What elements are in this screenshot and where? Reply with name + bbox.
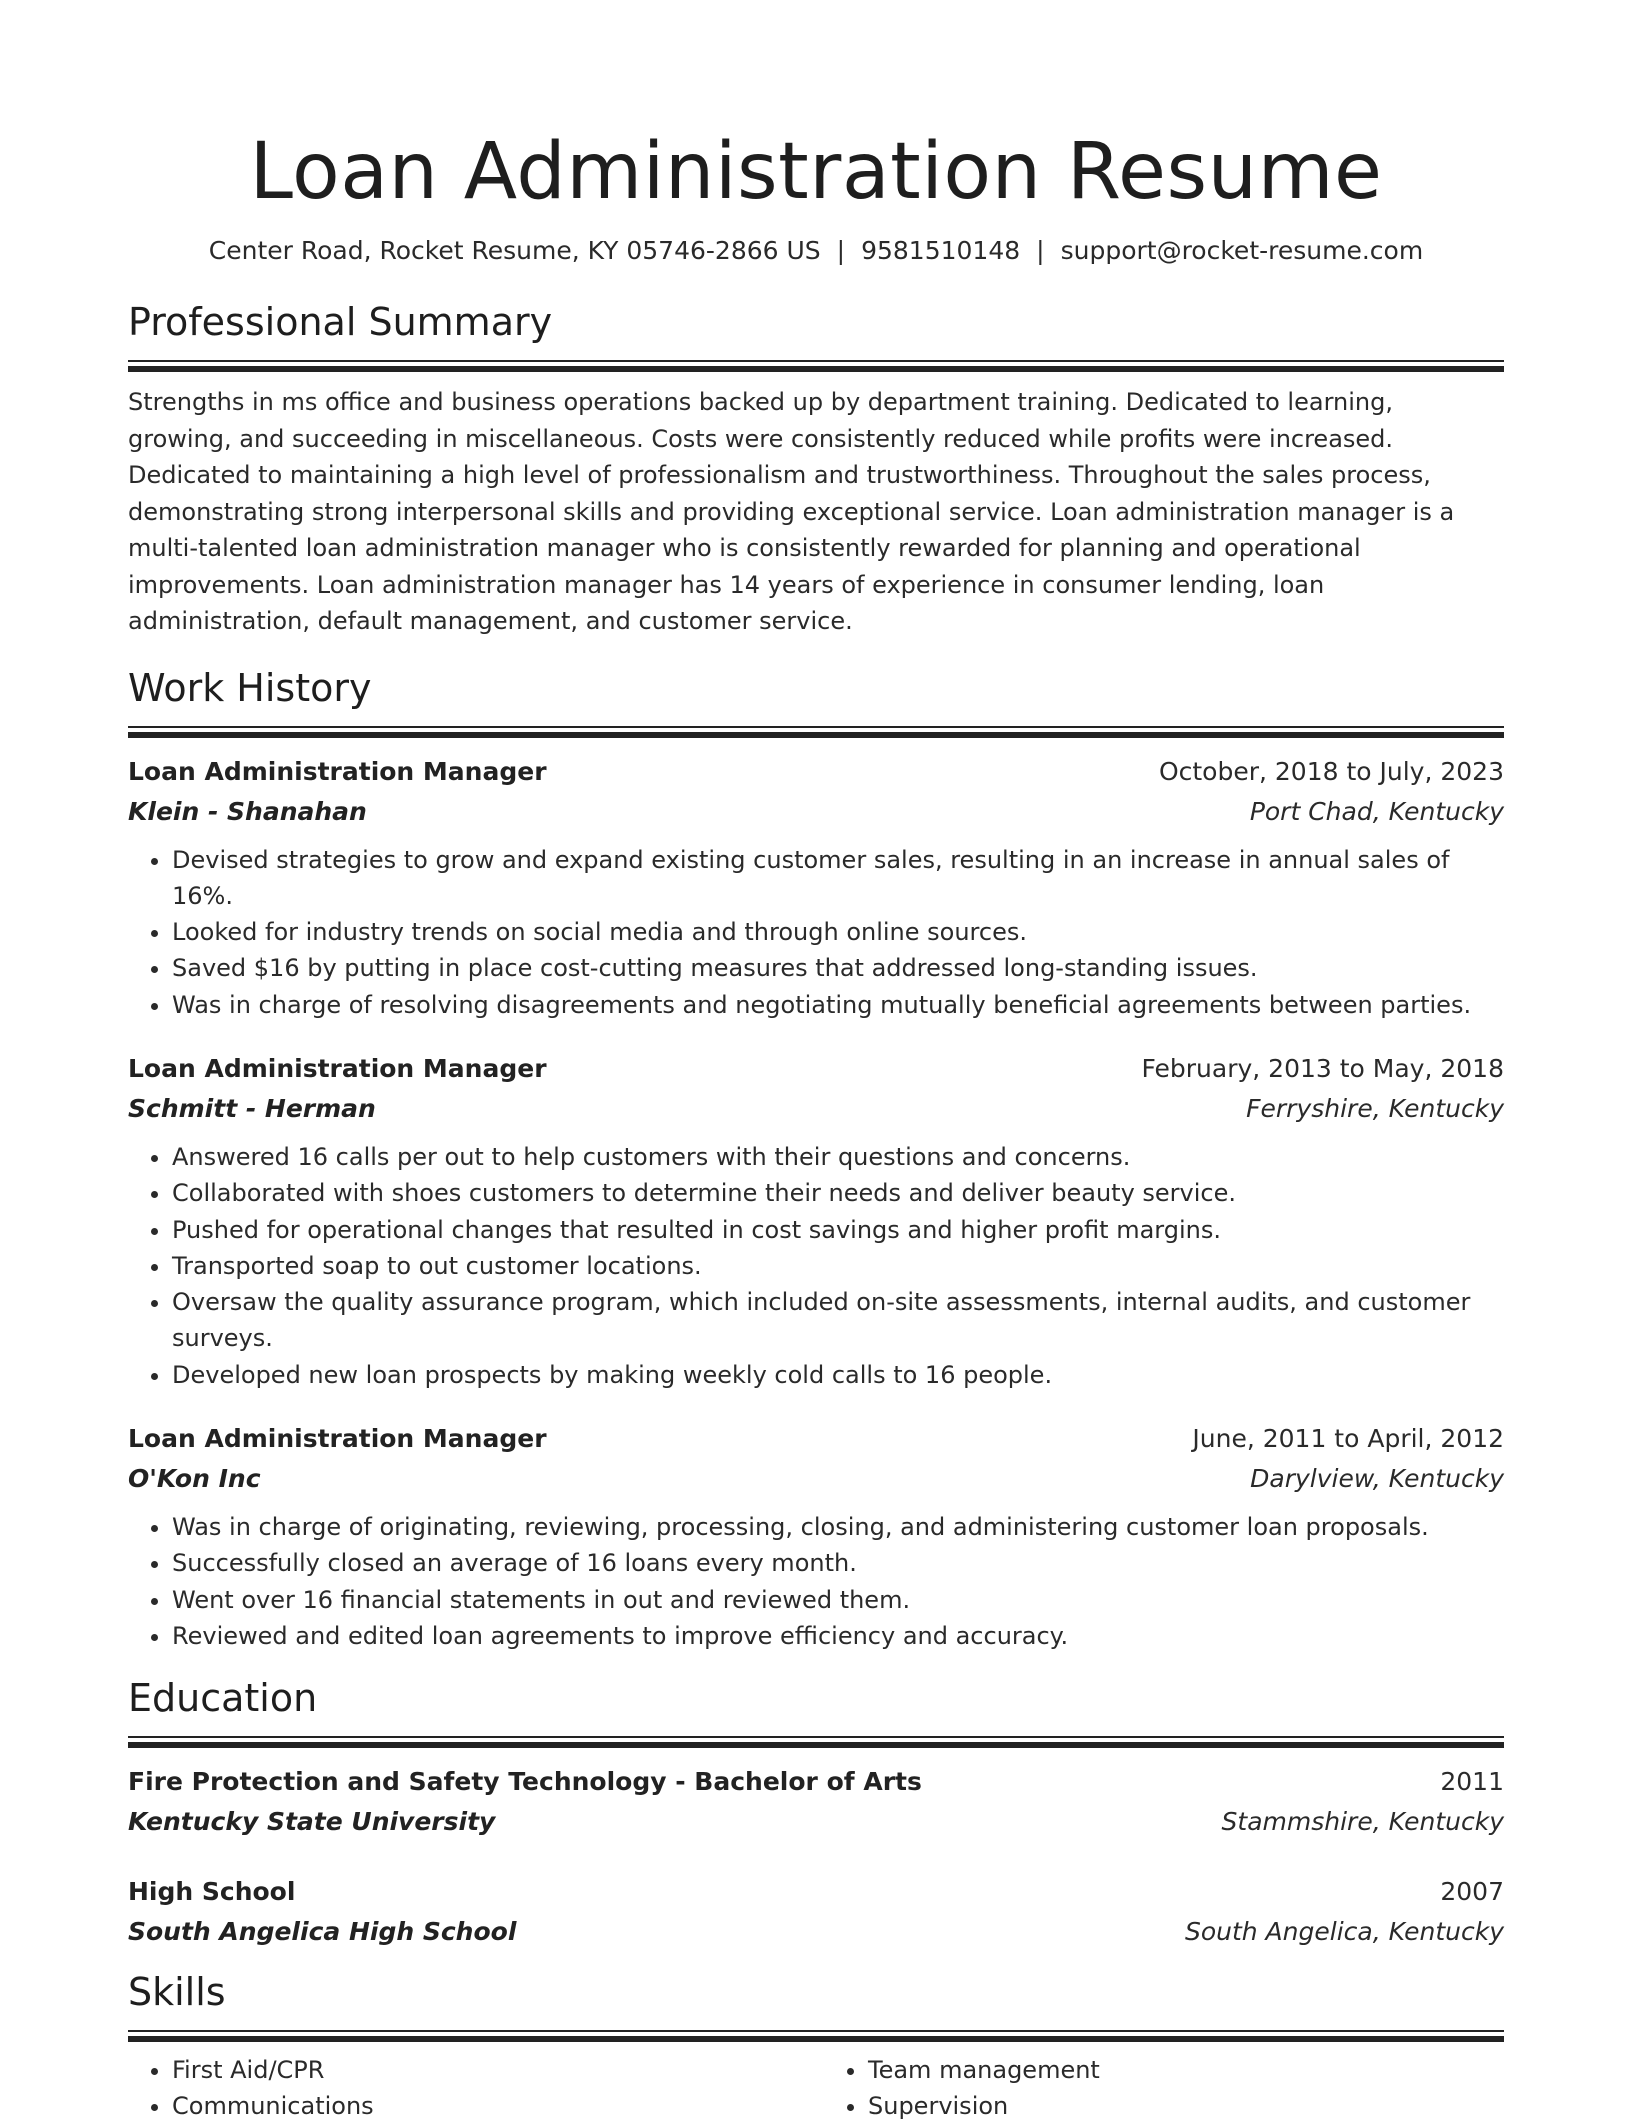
list-item: • Collaborated with shoes customers to determine their needs and deliver beauty service. xyxy=(172,1175,1504,1211)
list-item: • Devised strategies to grow and expand existing customer sales, resulting in an increase in annual sales of 16%. xyxy=(172,842,1504,915)
list-item: • First Aid/CPR xyxy=(172,2052,816,2088)
list-item: • Answered 16 calls per out to help customers with their questions and concerns. xyxy=(172,1139,1504,1175)
education-school: South Angelica High School xyxy=(128,1917,517,1947)
section-divider xyxy=(128,726,1504,738)
education-degree: Fire Protection and Safety Technology - Bachelor of Arts xyxy=(128,1767,922,1797)
job-subheader xyxy=(128,1459,1504,1499)
education-header xyxy=(128,1762,1504,1802)
education-year: 2011 xyxy=(1440,1767,1504,1797)
job-company: O'Kon Inc xyxy=(128,1464,261,1494)
list-item: • Developed new loan prospects by making weekly cold calls to 16 people. xyxy=(172,1357,1504,1393)
job-title: Loan Administration Manager xyxy=(128,1053,547,1083)
list-item: • Was in charge of originating, reviewing, processing, closing, and administering customer loan proposals. xyxy=(172,1509,1504,1545)
education-degree: High School xyxy=(128,1877,296,1907)
job-bullets xyxy=(128,1509,1504,1654)
job-dates: February, 2013 to May, 2018 xyxy=(1141,1053,1504,1083)
contact-separator: | xyxy=(836,236,846,265)
job-header xyxy=(128,752,1504,792)
education-entry xyxy=(128,1872,1504,1952)
education-location: South Angelica, Kentucky xyxy=(1184,1917,1504,1947)
education-entry xyxy=(128,1762,1504,1842)
list-item: • Team management xyxy=(868,2052,1504,2088)
list-item: • Transported soap to out customer locations. xyxy=(172,1248,1504,1284)
contact-address: Center Road, Rocket Resume, KY 05746-2866 US xyxy=(208,236,821,265)
section-divider xyxy=(128,1736,1504,1748)
section-divider xyxy=(128,2030,1504,2042)
skills-columns xyxy=(128,2052,1504,2124)
work-section xyxy=(128,664,1504,1655)
job-dates: October, 2018 to July, 2023 xyxy=(1158,756,1504,786)
job-title: Loan Administration Manager xyxy=(128,756,547,786)
summary-heading: Professional Summary xyxy=(128,300,553,344)
education-section xyxy=(128,1674,1504,1952)
education-location: Stammshire, Kentucky xyxy=(1221,1807,1504,1837)
contact-separator: | xyxy=(1036,236,1045,265)
job-bullets xyxy=(128,1139,1504,1393)
summary-text: Strengths in ms office and business operations backed up by department training. Dedicated to learning, growing, and succeeding in miscellaneous. Costs were consistently reduced while profits were increased. Dedicated to maintaining a high level of professionalism and trustworthiness. Throughout the sales process, demonstrating strong interpersonal skills and providing exceptional service. Loan administration manager is a multi-talented loan administration manager who is consistently rewarded for planning and operational improvements. Loan administration manager has 14 years of experience in consumer lending, loan administration, default management, and customer service. xyxy=(128,388,1455,635)
job-location: Darylview, Kentucky xyxy=(1250,1464,1504,1494)
job-subheader xyxy=(128,1089,1504,1129)
education-heading: Education xyxy=(128,1676,318,1721)
job-header xyxy=(128,1419,1504,1459)
list-item: • Communications xyxy=(172,2088,816,2124)
list-item: • Pushed for operational changes that resulted in cost savings and higher profit margins. xyxy=(172,1212,1504,1248)
contact-email: support@rocket-resume.com xyxy=(1060,236,1424,265)
list-item: • Saved $16 by putting in place cost-cutting measures that addressed long-standing issues. xyxy=(172,950,1504,986)
list-item: • Went over 16 financial statements in out and reviewed them. xyxy=(172,1582,1504,1618)
skills-list-left xyxy=(128,2052,816,2124)
skills-heading: Skills xyxy=(128,1970,226,2015)
section-divider xyxy=(128,360,1504,372)
job-entry xyxy=(128,1419,1504,1654)
resume-title: Loan Administration Resume xyxy=(249,127,1383,217)
job-subheader xyxy=(128,792,1504,832)
skills-list-right xyxy=(816,2052,1504,2124)
job-dates: June, 2011 to April, 2012 xyxy=(1192,1424,1504,1454)
list-item: • Supervision xyxy=(868,2088,1504,2124)
list-item: • Oversaw the quality assurance program, which included on-site assessments, internal audits, and customer surveys. xyxy=(172,1284,1504,1357)
job-entry xyxy=(128,1049,1504,1393)
education-school: Kentucky State University xyxy=(128,1807,496,1837)
list-item: • Was in charge of resolving disagreements and negotiating mutually beneficial agreements between parties. xyxy=(172,987,1504,1023)
job-header xyxy=(128,1049,1504,1089)
job-entry xyxy=(128,752,1504,1023)
list-item: • Looked for industry trends on social media and through online sources. xyxy=(172,914,1504,950)
contact-line xyxy=(128,234,1504,268)
list-item: • Successfully closed an average of 16 loans every month. xyxy=(172,1545,1504,1581)
job-company: Klein - Shanahan xyxy=(128,796,367,826)
resume-page xyxy=(128,0,1504,2124)
job-location: Port Chad, Kentucky xyxy=(1249,796,1504,826)
education-year: 2007 xyxy=(1440,1877,1504,1907)
job-title: Loan Administration Manager xyxy=(128,1424,547,1454)
work-heading: Work History xyxy=(128,665,372,710)
job-location: Ferryshire, Kentucky xyxy=(1246,1093,1504,1123)
education-subheader xyxy=(128,1802,1504,1842)
list-item: • Reviewed and edited loan agreements to improve efficiency and accuracy. xyxy=(172,1618,1504,1654)
job-company: Schmitt - Herman xyxy=(128,1093,376,1123)
education-subheader xyxy=(128,1912,1504,1952)
skills-section xyxy=(128,1968,1504,2124)
job-bullets xyxy=(128,842,1504,1023)
education-header xyxy=(128,1872,1504,1912)
contact-phone: 9581510148 xyxy=(861,236,1021,265)
summary-section xyxy=(128,298,1504,640)
